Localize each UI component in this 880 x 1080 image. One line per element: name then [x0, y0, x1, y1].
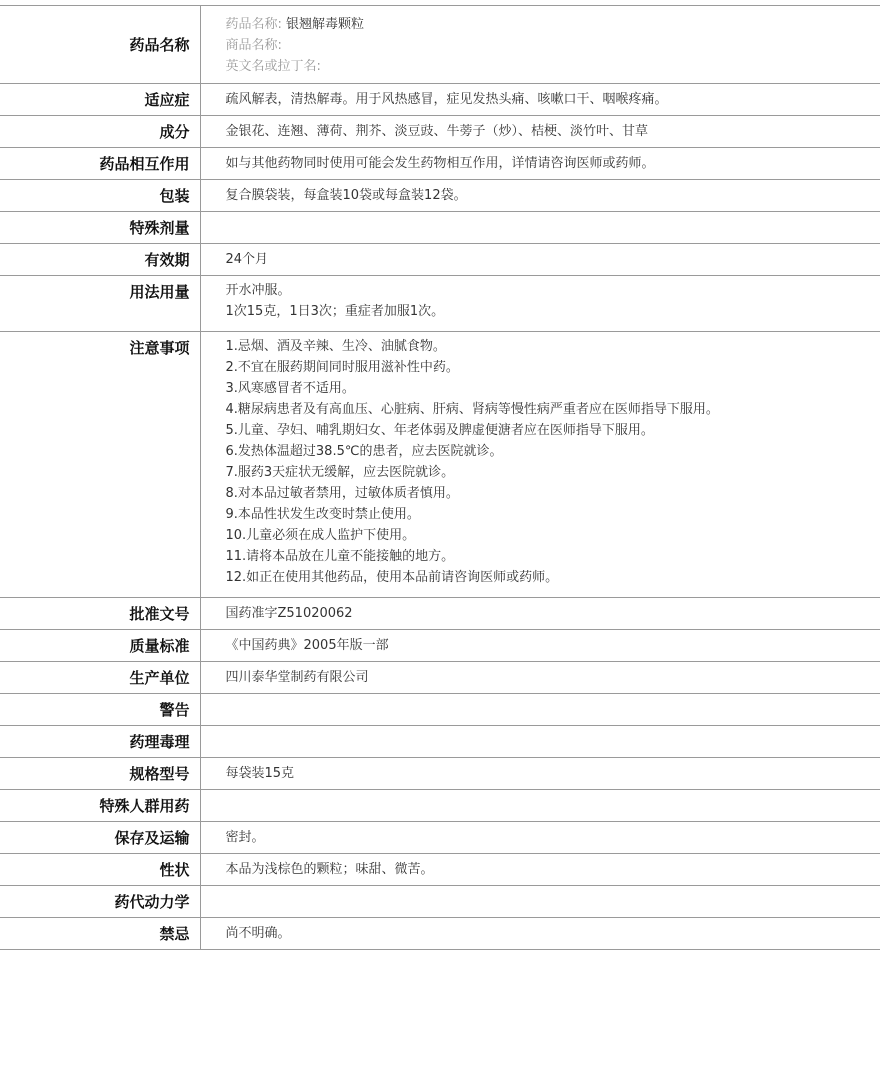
info-row [0, 758, 880, 790]
row-label: 药品相互作用 [0, 148, 200, 180]
value-line: 《中国药典》2005年版一部 [225, 638, 389, 653]
row-value [200, 244, 880, 276]
info-row [0, 790, 880, 822]
info-row [0, 116, 880, 148]
value-line: 11.请将本品放在儿童不能接触的地方。 [225, 549, 455, 564]
value-line: 疏风解表，清热解毒。用于风热感冒，症见发热头痛、咳嗽口干、咽喉疼痛。 [225, 92, 668, 107]
info-row [0, 886, 880, 918]
info-row [0, 598, 880, 630]
row-value [200, 758, 880, 790]
generic-name-value: 银翘解毒颗粒 [286, 17, 365, 32]
row-value [200, 148, 880, 180]
value-line: 尚不明确。 [225, 926, 291, 941]
info-row [0, 276, 880, 332]
row-value [200, 854, 880, 886]
value-line: 9.本品性状发生改变时禁止使用。 [225, 507, 420, 522]
value-line: 国药准字Z51020062 [225, 606, 353, 621]
row-label: 质量标准 [0, 630, 200, 662]
row-label: 药品名称 [0, 6, 200, 84]
info-row [0, 822, 880, 854]
value-line: 金银花、连翘、薄荷、荆芥、淡豆豉、牛蒡子（炒）、桔梗、淡竹叶、甘草 [225, 124, 649, 139]
info-row [0, 726, 880, 758]
row-value [200, 630, 880, 662]
row-label: 警告 [0, 694, 200, 726]
value-line: 4.糖尿病患者及有高血压、心脏病、肝病、肾病等慢性病严重者应在医师指导下服用。 [225, 402, 719, 417]
generic-name-line [226, 14, 880, 35]
row-label: 特殊剂量 [0, 212, 200, 244]
value-line: 6.发热体温超过38.5℃的患者，应去医院就诊。 [225, 444, 503, 459]
row-value [200, 694, 880, 726]
latin-name-label: 英文名或拉丁名: [225, 59, 321, 74]
info-row [0, 180, 880, 212]
generic-name-label: 药品名称: [225, 17, 282, 32]
info-row [0, 84, 880, 116]
row-value [200, 886, 880, 918]
row-value [200, 918, 880, 950]
info-row [0, 630, 880, 662]
info-row [0, 6, 880, 84]
row-value [200, 180, 880, 212]
value-line: 密封。 [225, 830, 265, 845]
row-label: 规格型号 [0, 758, 200, 790]
value-line: 2.不宜在服药期间同时服用滋补性中药。 [225, 360, 459, 375]
row-value [200, 822, 880, 854]
row-label: 禁忌 [0, 918, 200, 950]
latin-name-line [226, 56, 880, 77]
info-row [0, 244, 880, 276]
row-value [200, 116, 880, 148]
value-line: 每袋装15克 [225, 766, 295, 781]
row-value [200, 790, 880, 822]
row-label: 包装 [0, 180, 200, 212]
row-value [200, 332, 880, 598]
value-line: 复合膜袋装，每盒装10袋或每盒装12袋。 [225, 188, 467, 203]
trade-name-line [226, 35, 880, 56]
row-label: 用法用量 [0, 276, 200, 332]
value-line: 7.服药3天症状无缓解，应去医院就诊。 [225, 465, 455, 480]
value-line: 本品为浅棕色的颗粒；味甜、微苦。 [225, 862, 434, 877]
drug-info-table [0, 5, 880, 950]
value-line: 5.儿童、孕妇、哺乳期妇女、年老体弱及脾虚便溏者应在医师指导下服用。 [225, 423, 654, 438]
value-line: 如与其他药物同时使用可能会发生药物相互作用，详情请咨询医师或药师。 [225, 156, 655, 171]
value-line: 12.如正在使用其他药品，使用本品前请咨询医师或药师。 [225, 570, 559, 585]
row-value [200, 276, 880, 332]
info-row [0, 854, 880, 886]
row-label: 注意事项 [0, 332, 200, 598]
row-value [200, 598, 880, 630]
value-line: 1.忌烟、酒及辛辣、生冷、油腻食物。 [225, 339, 446, 354]
value-line: 开水冲服。 [225, 283, 291, 298]
value-line: 1次15克，1日3次；重症者加服1次。 [225, 304, 445, 319]
info-row [0, 332, 880, 598]
info-row [0, 662, 880, 694]
info-row [0, 694, 880, 726]
row-label: 生产单位 [0, 662, 200, 694]
row-label: 药代动力学 [0, 886, 200, 918]
row-value [200, 662, 880, 694]
row-label: 特殊人群用药 [0, 790, 200, 822]
info-row [0, 918, 880, 950]
row-value [200, 84, 880, 116]
info-row [0, 148, 880, 180]
row-value [200, 6, 880, 84]
row-label: 有效期 [0, 244, 200, 276]
row-label: 保存及运输 [0, 822, 200, 854]
value-line: 四川泰华堂制药有限公司 [225, 670, 369, 685]
value-line: 8.对本品过敏者禁用，过敏体质者慎用。 [225, 486, 459, 501]
row-label: 药理毒理 [0, 726, 200, 758]
info-row [0, 212, 880, 244]
row-label: 性状 [0, 854, 200, 886]
row-label: 成分 [0, 116, 200, 148]
trade-name-label: 商品名称: [225, 38, 282, 53]
row-label: 适应症 [0, 84, 200, 116]
row-label: 批准文号 [0, 598, 200, 630]
value-line: 3.风寒感冒者不适用。 [225, 381, 355, 396]
row-value [200, 212, 880, 244]
value-line: 10.儿童必须在成人监护下使用。 [225, 528, 416, 543]
row-value [200, 726, 880, 758]
value-line: 24个月 [225, 252, 269, 267]
